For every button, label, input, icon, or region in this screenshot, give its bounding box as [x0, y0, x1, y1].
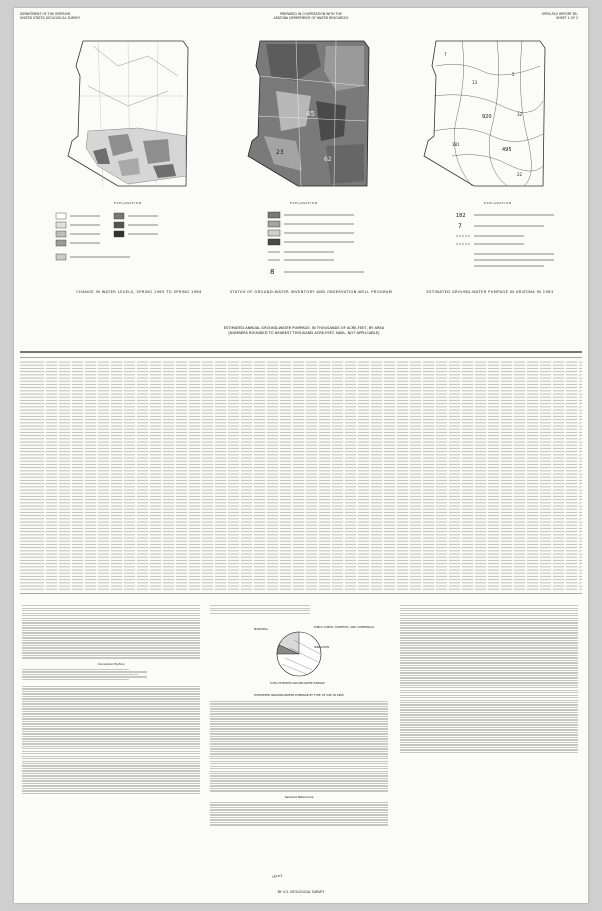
sheet-number: SHEET 1 OF 2	[556, 16, 578, 20]
pumpage-table	[20, 351, 582, 599]
pie-label-irrigation: IRRIGATION	[314, 645, 330, 649]
svg-text:182: 182	[456, 213, 466, 219]
right-map-caption: ESTIMATED GROUND-WATER PUMPAGE IN ARIZONA IN 1983	[426, 290, 554, 294]
header-right	[542, 12, 578, 20]
intro-paragraph	[22, 605, 200, 659]
table-title	[164, 326, 444, 335]
svg-text:7: 7	[444, 52, 447, 57]
footnote-block	[210, 605, 310, 614]
text-column-right	[400, 604, 578, 754]
selected-references-heading: Selected References	[284, 794, 314, 799]
pumpage-map	[412, 36, 564, 196]
pie-label-public-supply: PUBLIC SUPPLY, DOMESTIC, AND COMMERCIAL	[314, 625, 375, 629]
pie-caption-small: TOTAL ESTIMATED GROUND-WATER PUMPAGE	[270, 681, 325, 685]
water-level-change-map	[58, 36, 208, 196]
references-list	[400, 605, 578, 753]
left-map-caption: CHANGE IN WATER LEVELS, SPRING 1965 TO SPRING 1984	[76, 290, 202, 294]
text-column-left	[22, 604, 200, 795]
svg-text:32: 32	[517, 112, 523, 117]
svg-text:181: 181	[452, 142, 460, 147]
svg-text:45: 45	[306, 110, 315, 118]
middle-paragraphs	[210, 701, 388, 792]
header-dept: DEPARTMENT OF THE INTERIOR	[20, 12, 71, 16]
legend-pumpage	[454, 208, 574, 278]
text-column-middle	[210, 604, 388, 827]
legend-inventory	[266, 208, 406, 283]
library-stamp: Library	[271, 873, 283, 879]
header-coop: PREPARED IN COOPERATION WITH THE	[280, 12, 342, 16]
footer-credit: BY U.S. GEOLOGICAL SURVEY	[277, 890, 325, 894]
table-title-line-1: ESTIMATED ANNUAL GROUND-WATER PUMPAGE, IN THOUSANDS OF ACRE-FEET, BY AREA	[223, 326, 385, 330]
svg-text:5: 5	[512, 72, 515, 77]
legend-water-level	[54, 208, 214, 268]
header-left	[20, 12, 80, 20]
svg-text:62: 62	[324, 156, 332, 163]
explanation-title-3: EXPLANATION	[484, 201, 512, 205]
header-coop-agency: ARIZONA DEPARTMENT OF WATER RESOURCES	[273, 16, 349, 20]
svg-text:8: 8	[270, 268, 275, 276]
discussion-paragraph	[22, 686, 200, 794]
svg-text:13: 13	[472, 80, 478, 85]
explanation-title-1: EXPLANATION	[114, 201, 142, 205]
map-sheet	[14, 8, 588, 903]
svg-text:7: 7	[458, 223, 462, 230]
header-agency: UNITED STATES GEOLOGICAL SURVEY	[20, 16, 81, 20]
conversion-factors-heading: Conversion Factors	[97, 661, 125, 666]
svg-text:23: 23	[276, 149, 284, 156]
inventory-status-map	[236, 36, 388, 196]
pie-caption: ESTIMATED GROUND-WATER PUMPAGE BY TYPE OF USE IN 1983	[254, 692, 344, 697]
pie-chart	[210, 618, 388, 690]
middle-map-caption: STATUS OF GROUND-WATER INVENTORY AND OBSERVATION-WELL PROGRAM	[229, 290, 393, 294]
middle-references	[210, 802, 388, 826]
pie-label-municipal: MUNICIPAL	[254, 627, 269, 631]
svg-text:920: 920	[482, 114, 492, 120]
report-number: OPEN-FILE REPORT 85-	[541, 12, 578, 16]
svg-text:22: 22	[517, 172, 523, 177]
header-middle	[246, 12, 376, 20]
svg-text:495: 495	[502, 147, 512, 153]
explanation-title-2: EXPLANATION	[290, 201, 318, 205]
conversion-factors-table	[22, 669, 200, 680]
table-title-line-2: [NUMBERS ROUNDED TO NEAREST THOUSAND ACRE-FEET. NAVL, NOT APPLICABLE]	[228, 330, 380, 335]
